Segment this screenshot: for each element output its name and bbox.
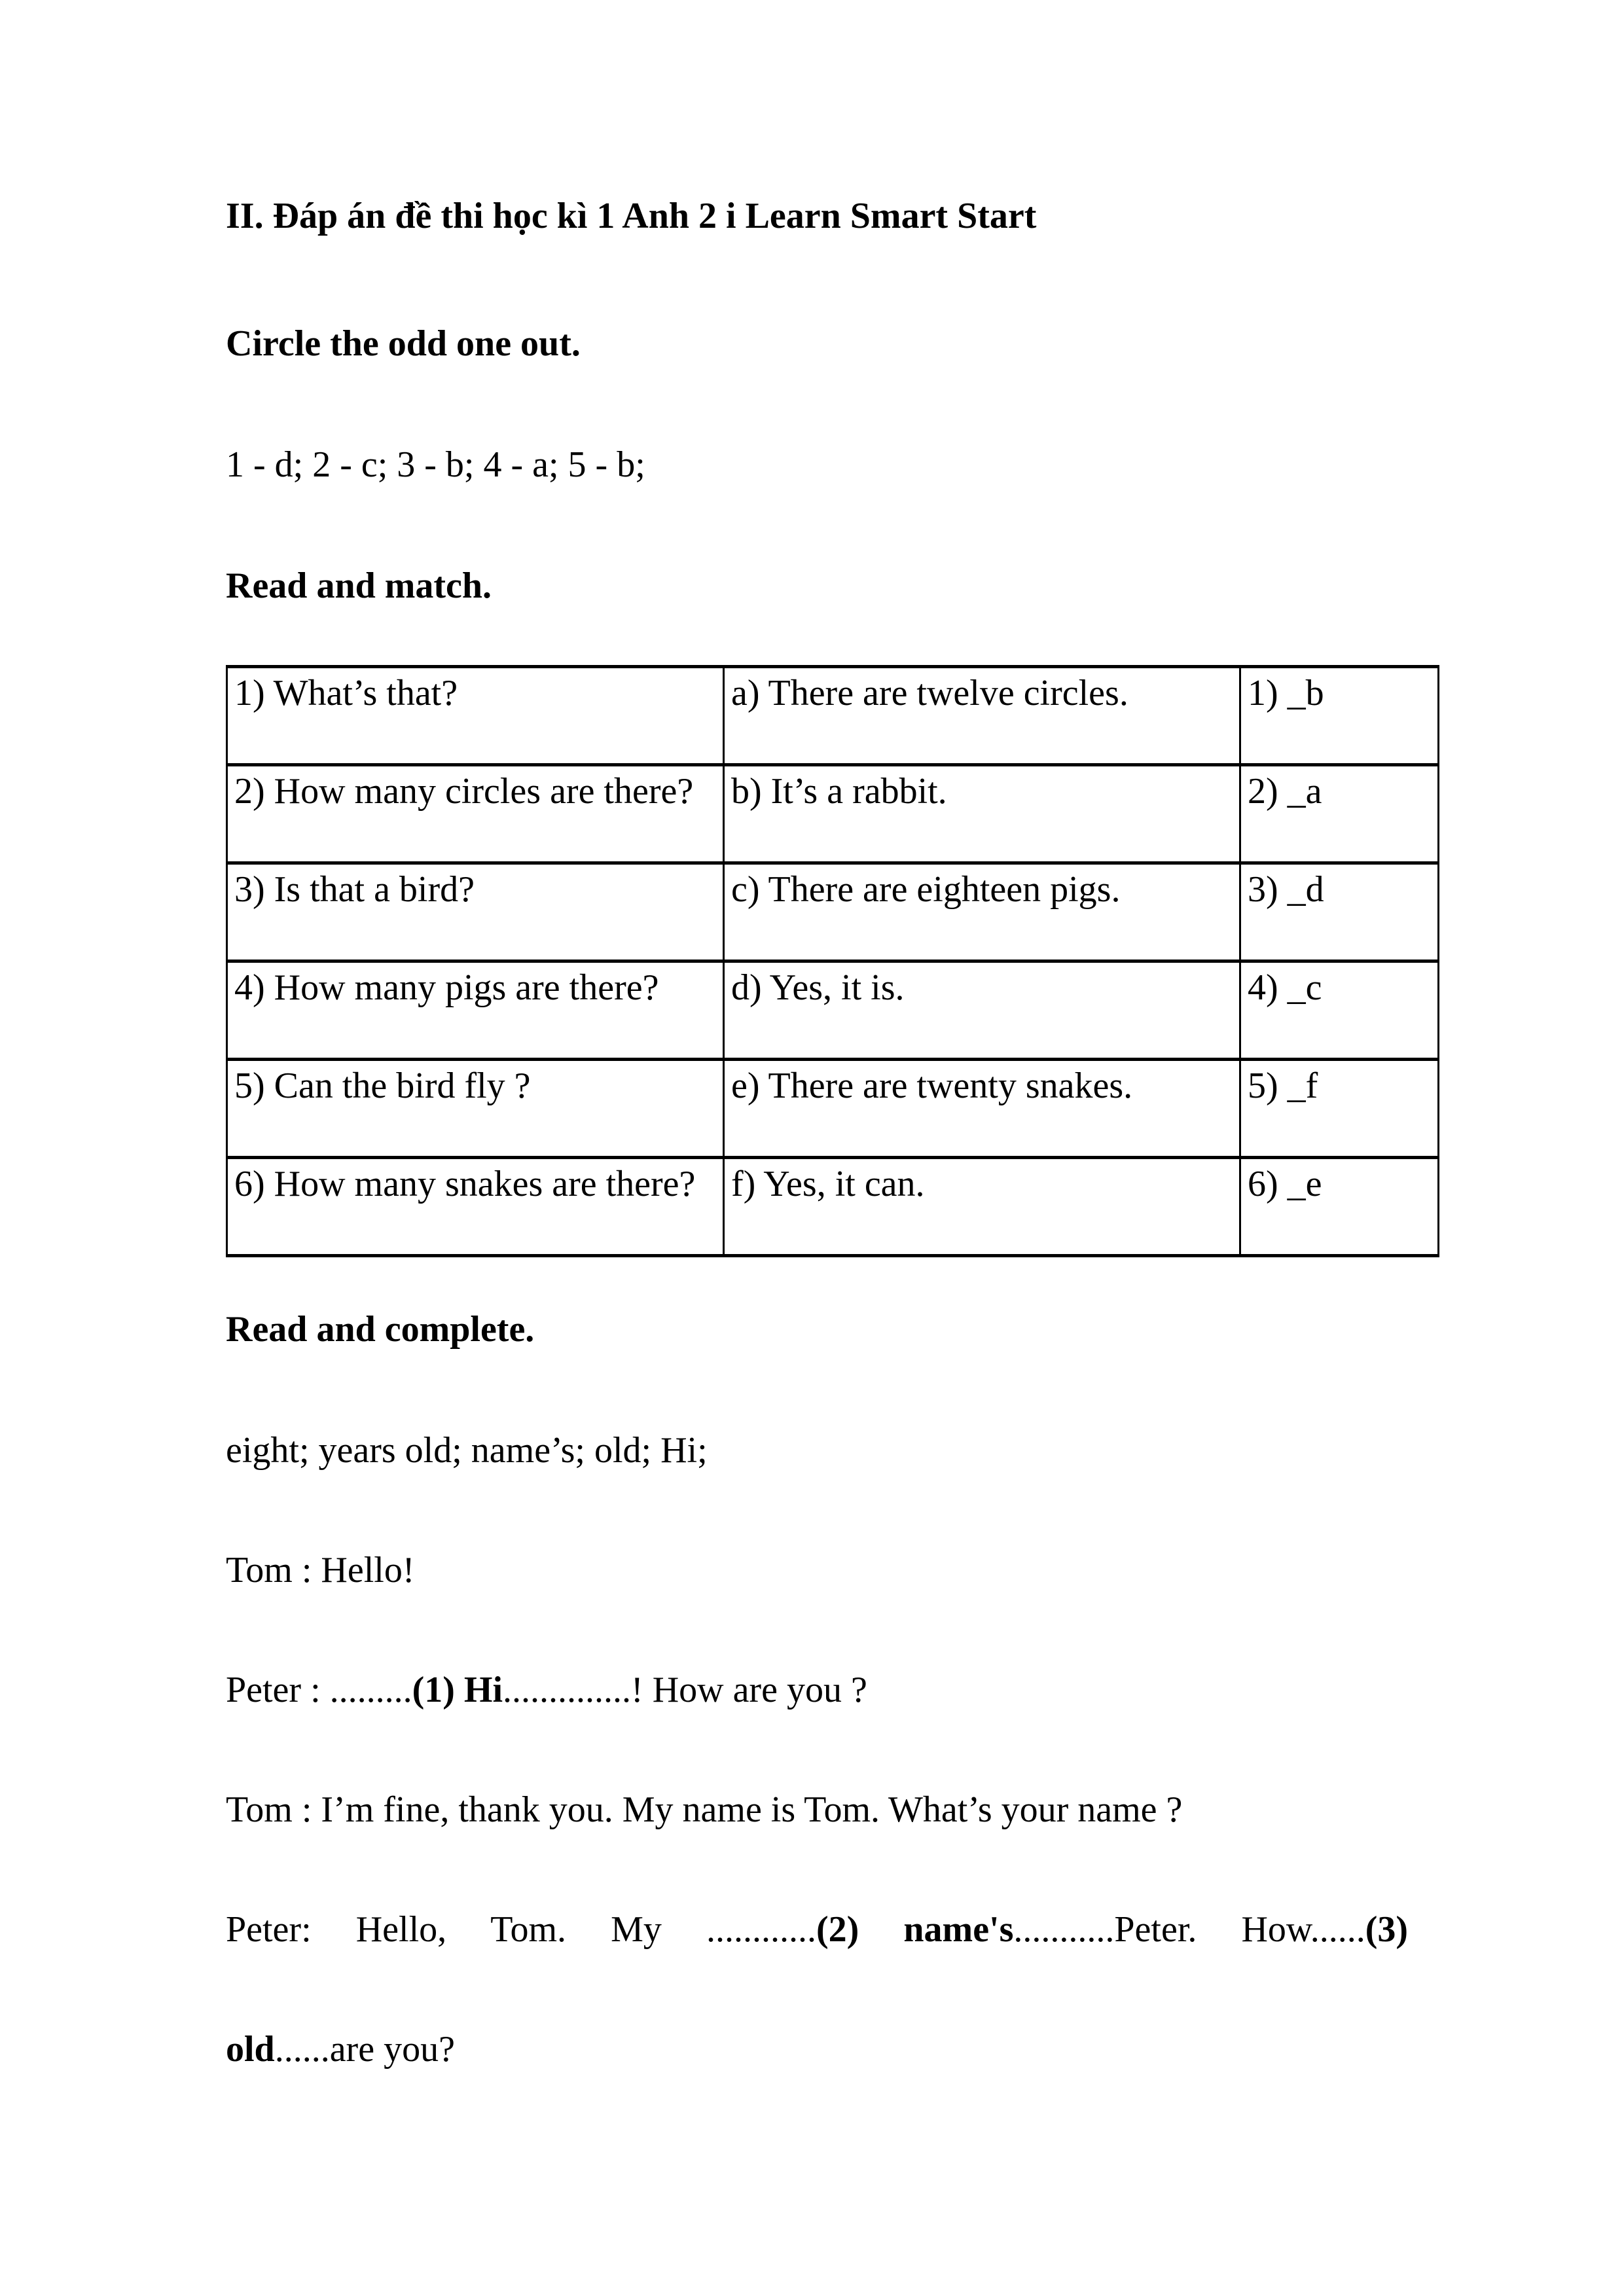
text-segment: (3) bbox=[1365, 1909, 1409, 1950]
table-row bbox=[227, 1158, 1439, 1256]
result-cell: 5) _f bbox=[1240, 1060, 1439, 1158]
table-row bbox=[227, 863, 1439, 961]
dialog-line-old bbox=[226, 2027, 1408, 2072]
odd-one-out-answers: 1 - d; 2 - c; 3 - b; 4 - a; 5 - b; bbox=[226, 444, 645, 485]
question-cell: 1) What’s that? bbox=[227, 667, 724, 765]
text-segment: ......are you? bbox=[274, 2029, 455, 2070]
text-segment: ...........Peter. How...... bbox=[1013, 1909, 1365, 1950]
heading-read-and-match: Read and match. bbox=[226, 565, 492, 606]
question-cell: 6) How many snakes are there? bbox=[227, 1158, 724, 1256]
text-segment: (1) Hi bbox=[412, 1670, 503, 1710]
answer-cell: d) Yes, it is. bbox=[724, 961, 1240, 1060]
question-cell: 4) How many pigs are there? bbox=[227, 961, 724, 1060]
text-segment: Peter : ......... bbox=[226, 1670, 412, 1710]
question-cell: 3) Is that a bird? bbox=[227, 863, 724, 961]
result-cell: 3) _d bbox=[1240, 863, 1439, 961]
table-row bbox=[227, 667, 1439, 765]
table-row bbox=[227, 1060, 1439, 1158]
result-cell: 2) _a bbox=[1240, 765, 1439, 863]
word-bank: eight; years old; name’s; old; Hi; bbox=[226, 1430, 708, 1471]
question-cell: 2) How many circles are there? bbox=[227, 765, 724, 863]
result-cell: 4) _c bbox=[1240, 961, 1439, 1060]
question-cell: 5) Can the bird fly ? bbox=[227, 1060, 724, 1158]
answer-cell: c) There are eighteen pigs. bbox=[724, 863, 1240, 961]
text-segment: Peter: Hello, Tom. My ............ bbox=[226, 1909, 817, 1950]
answer-cell: e) There are twenty snakes. bbox=[724, 1060, 1240, 1158]
text-segment: old bbox=[226, 2029, 275, 2070]
dialog-line-peter-name bbox=[226, 1907, 1408, 1952]
result-cell: 1) _b bbox=[1240, 667, 1439, 765]
page-title: II. Đáp án đề thi học kì 1 Anh 2 i Learn Smart Start bbox=[226, 196, 1037, 236]
table-row bbox=[227, 765, 1439, 863]
heading-read-and-complete: Read and complete. bbox=[226, 1309, 535, 1350]
result-cell: 6) _e bbox=[1240, 1158, 1439, 1256]
dialog-line-tom-hello bbox=[226, 1548, 1408, 1592]
match-answer-table bbox=[226, 665, 1439, 1257]
text-segment: Tom : I’m fine, thank you. My name is Tom. What’s your name ? bbox=[226, 1789, 1183, 1830]
text-segment: (2) name's bbox=[816, 1909, 1014, 1950]
answer-cell: a) There are twelve circles. bbox=[724, 667, 1240, 765]
answer-cell: f) Yes, it can. bbox=[724, 1158, 1240, 1256]
heading-circle-odd-one-out: Circle the odd one out. bbox=[226, 323, 581, 364]
answer-cell: b) It’s a rabbit. bbox=[724, 765, 1240, 863]
table-row bbox=[227, 961, 1439, 1060]
dialog-line-tom-fine bbox=[226, 1787, 1408, 1832]
text-segment: Tom : Hello! bbox=[226, 1550, 415, 1590]
dialog-line-peter-hi bbox=[226, 1668, 1408, 1712]
text-segment: ..............! How are you ? bbox=[503, 1670, 867, 1710]
